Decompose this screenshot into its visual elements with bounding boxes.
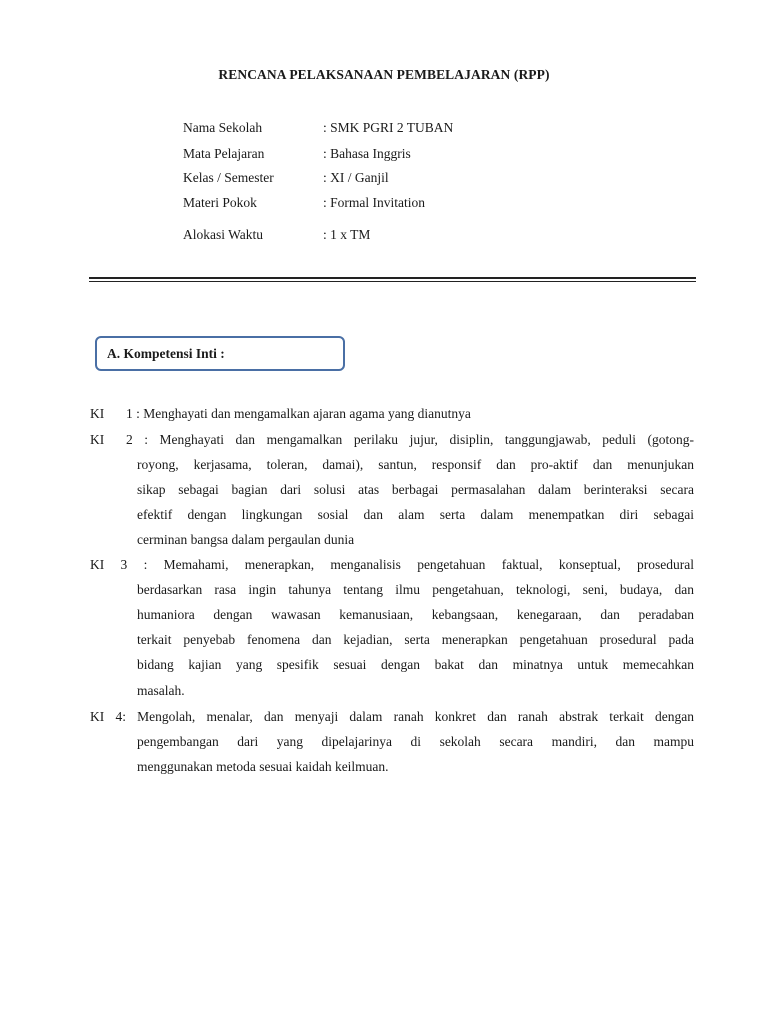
divider-thin [89,281,696,282]
info-row-topic [183,195,583,215]
section-heading: A. Kompetensi Inti : [107,346,225,361]
ki2-line: 2 : Menghayati dan mengamalkan perilaku jujur, disiplin, tanggungjawab, peduli (gotong- [126,432,694,447]
info-label: Nama Sekolah [183,120,263,135]
ki3-line: bidang kajian yang spesifik sesuai dengan bakat dan minatnya untuk memecahkan [137,657,694,672]
divider-thick [89,277,696,279]
ki3-line: berdasarkan rasa ingin tahunya tentang ilmu pengetahuan, teknologi, seni, budaya, dan [137,582,694,597]
ki2-prefix: KI [90,432,105,447]
ki3-line: KI 3 : Memahami, menerapkan, menganalisis pengetahuan faktual, konseptual, prosedural [90,557,694,572]
ki2-line: cerminan bangsa dalam pergaulan dunia [137,532,355,547]
info-value: : Bahasa Inggris [323,146,411,161]
info-label: Kelas / Semester [183,170,274,185]
ki3-line: humaniora dengan wawasan kemanusiaan, kebangsaan, kenegaraan, dan peradaban [137,607,694,622]
info-row-class [183,170,583,190]
info-label: Materi Pokok [183,195,257,210]
ki2-line: efektif dengan lingkungan sosial dan alam serta dalam menempatkan diri sebagai [137,507,694,522]
ki1-text: 1 : Menghayati dan mengamalkan ajaran agama yang dianutnya [126,406,471,421]
ki4-line: pengembangan dari yang dipelajarinya di sekolah secara mandiri, dan mampu [137,734,694,749]
info-label: Alokasi Waktu [183,227,264,242]
info-label: Mata Pelajaran [183,146,265,161]
document-title: RENCANA PELAKSANAAN PEMBELAJARAN (RPP) [218,67,550,82]
ki3-line: terkait penyebab fenomena dan kejadian, serta menerapkan pengetahuan prosedural pada [137,632,694,647]
info-value: : 1 x TM [323,227,371,242]
ki1-prefix: KI [90,406,105,421]
ki3-line: masalah. [137,683,185,698]
info-value: : SMK PGRI 2 TUBAN [323,120,454,135]
info-row-subject [183,146,583,166]
info-row-school [183,120,583,140]
ki2-line: royong, kerjasama, toleran, damai), santun, responsif dan pro-aktif dan menunjukan [137,457,694,472]
info-row-time [183,227,583,247]
section-heading-box [95,336,345,371]
ki4-line: KI 4: Mengolah, menalar, dan menyaji dalam ranah konkret dan ranah abstrak terkait dengan [90,709,694,724]
info-value: : Formal Invitation [323,195,425,210]
ki4-line: menggunakan metoda sesuai kaidah keilmuan. [137,759,389,774]
info-value: : XI / Ganjil [323,170,389,185]
ki2-line: sikap sebagai bagian dari solusi atas berbagai permasalahan dalam berinteraksi secara [137,482,694,497]
